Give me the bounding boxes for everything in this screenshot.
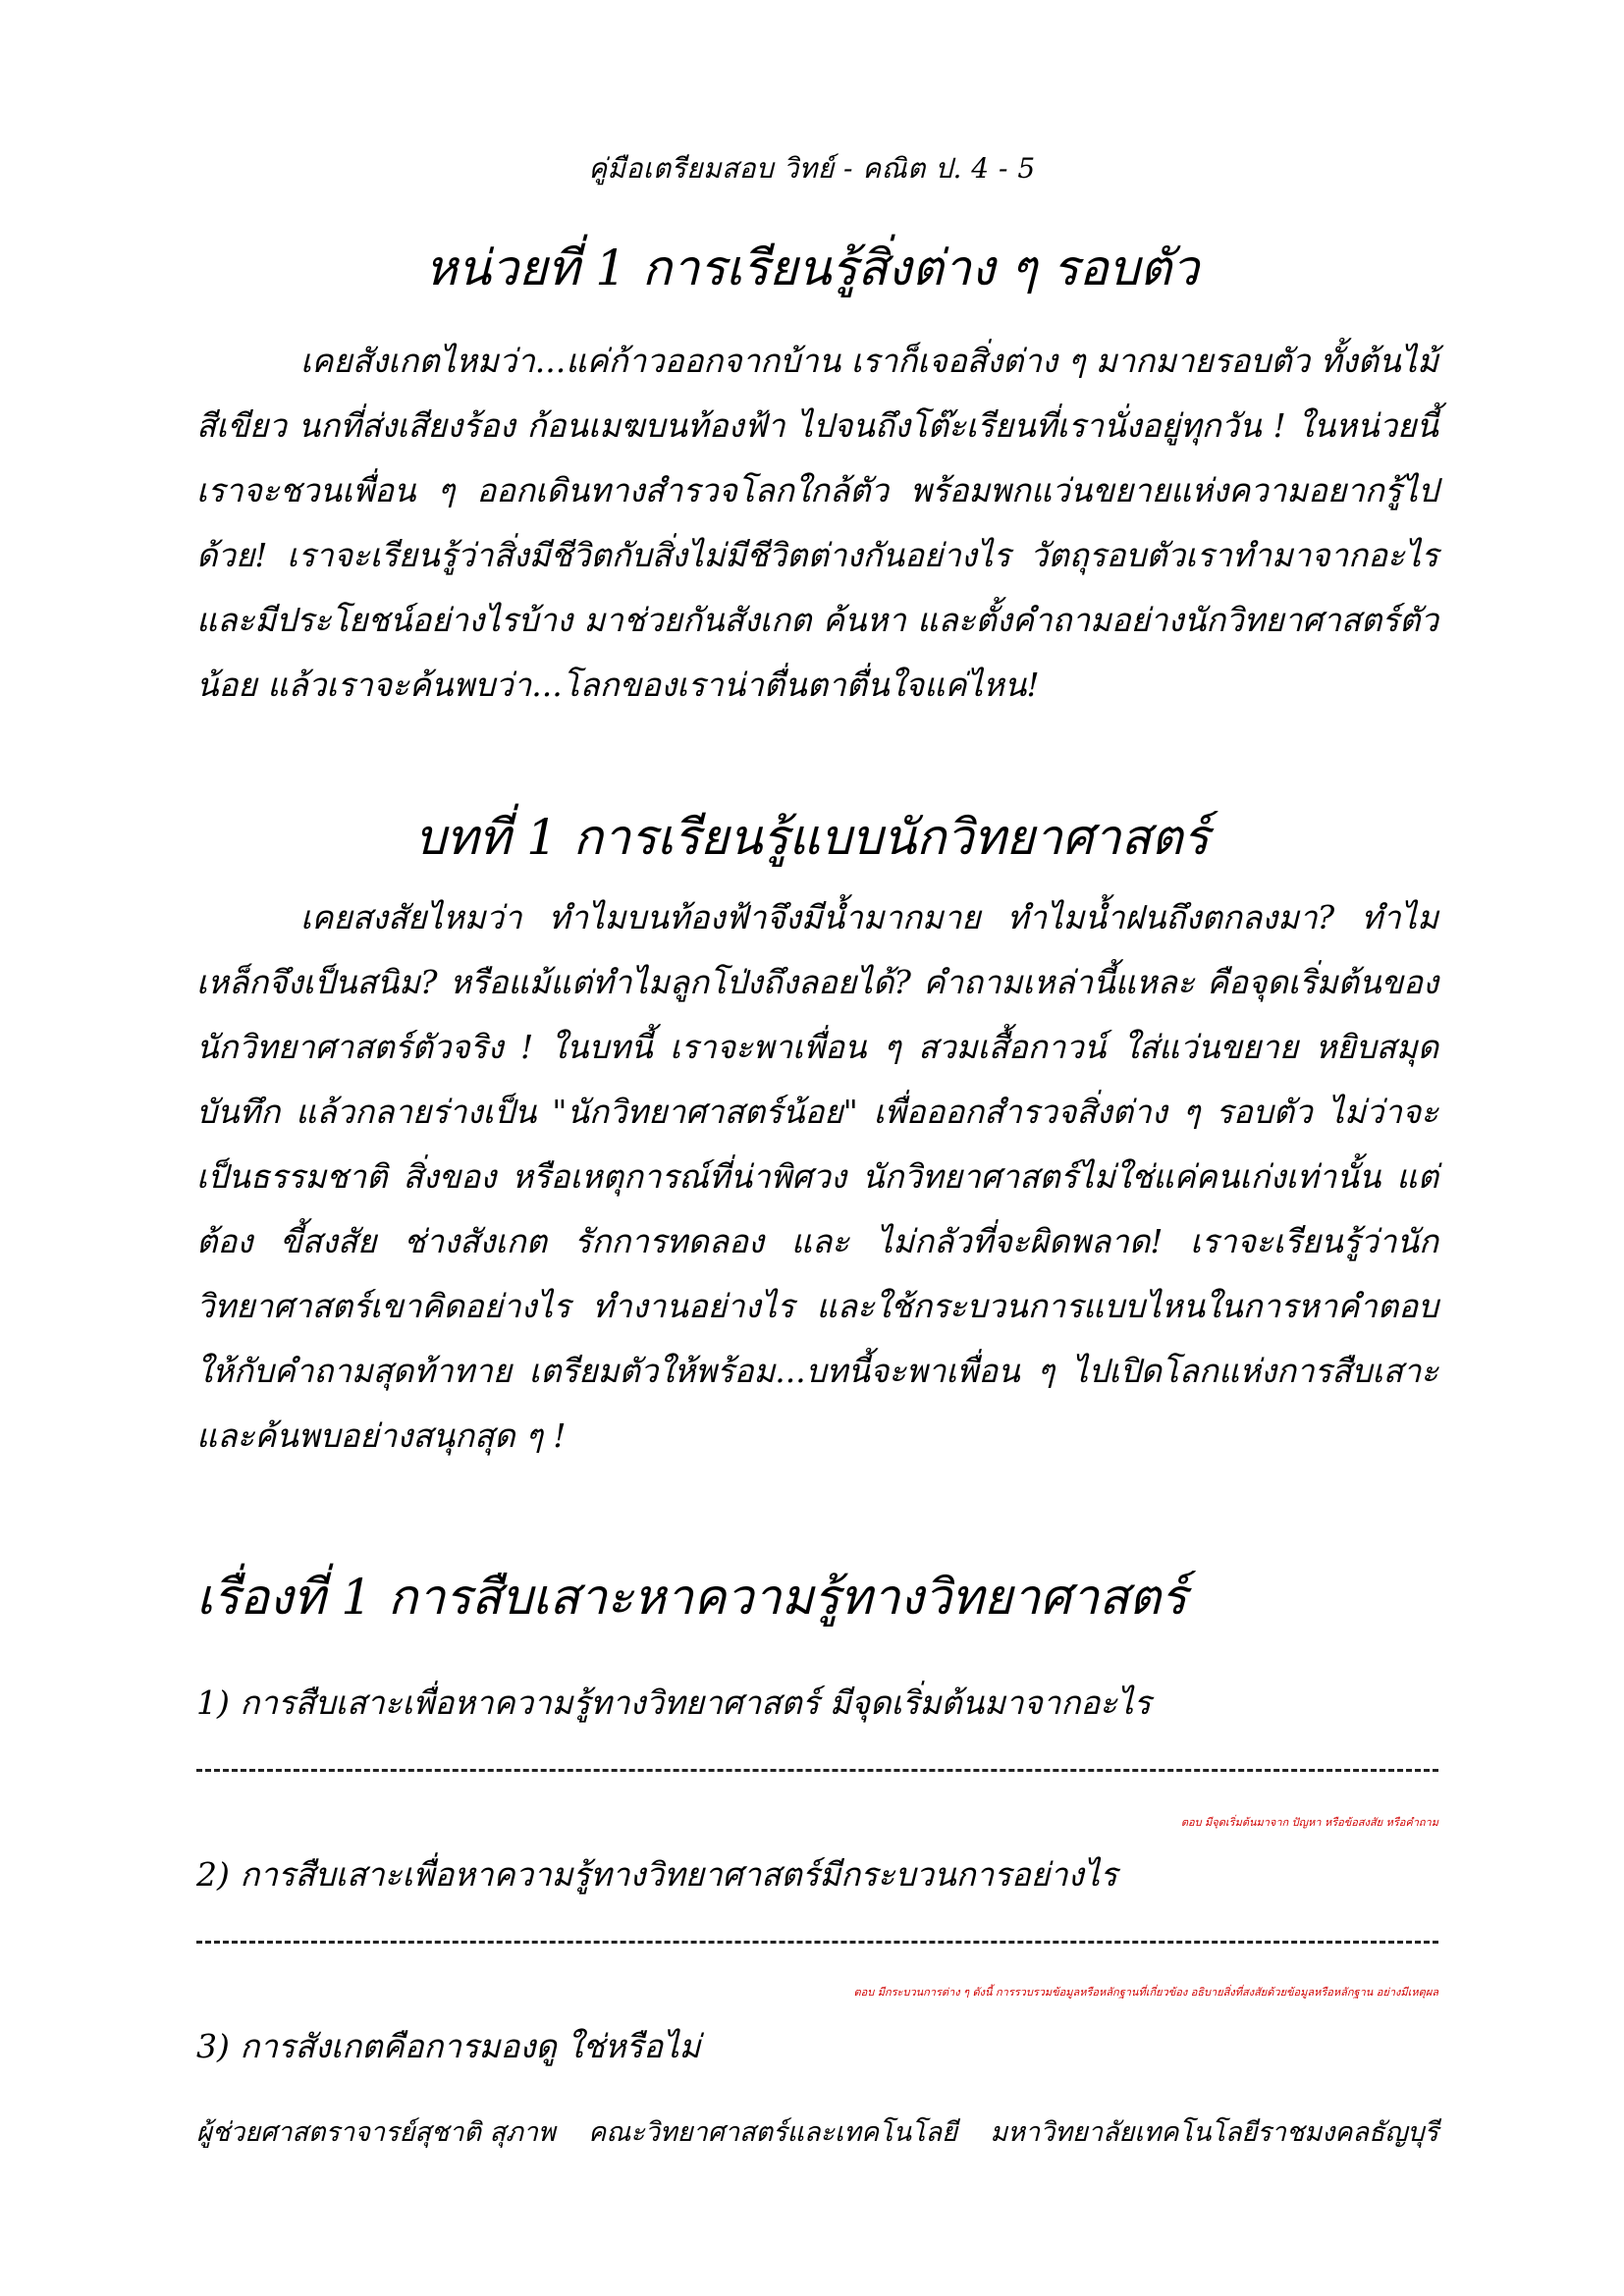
page-header: คู่มือเตรียมสอบ วิทย์ - คณิต ป. 4 - 5 [588,152,1036,185]
topic-title: เรื่องที่ 1 การสืบเสาะหาความรู้ทางวิทยาศาสตร์ [196,1569,1187,1626]
answer-line-1 [196,1769,1438,1772]
question-2: 2) การสืบเสาะเพื่อหาความรู้ทางวิทยาศาสตร์มีกระบวนการอย่างไร [196,1855,1118,1894]
answer-2: ตอบ มีกระบวนการต่าง ๆ ดังนี้ การรวบรวมข้อมูลหรือหลักฐานที่เกี่ยวข้อง อธิบายสิ่งที่สงสัยด้วยข้อมูลหรือหลักฐาน อย่างมีเหตุผล [853,1986,1438,1999]
answer-1: ตอบ มีจุดเริ่มต้นมาจาก ปัญหา หรือข้อสงสัย หรือคำถาม [1180,1816,1438,1829]
page-footer [196,2110,1438,2153]
answer-line-2 [196,1941,1438,1944]
chapter-title: บทที่ 1 การเรียนรู้แบบนักวิทยาศาสตร์ [414,809,1210,866]
footer-faculty: คณะวิทยาศาสตร์และเทคโนโลยี [588,2117,957,2148]
footer-author: ผู้ช่วยศาสตราจารย์สุชาติ สุภาพ [196,2117,556,2148]
unit-intro-paragraph: เคยสังเกตไหมว่า...แค่ก้าวออกจากบ้าน เราก็เจอสิ่งต่าง ๆ มากมายรอบตัว ทั้งต้นไม้สีเขียว นกที่ส่งเสียงร้อง ก้อนเมฆบนท้องฟ้า ไปจนถึงโต๊ะเรียนที่เรานั่งอยู่ทุกวัน ! ในหน่วยนี้ เราจะชวนเพื่อน ๆ ออกเดินทางสำรวจโลกใกล้ตัว พร้อมพกแว่นขยายแห่งความอยากรู้ไปด้วย! เราจะเรียนรู้ว่าสิ่งมีชีวิตกับสิ่งไม่มีชีวิตต่างกันอย่างไร วัตถุรอบตัวเราทำมาจากอะไร และมีประโยชน์อย่างไรบ้าง มาช่วยกันสังเกต ค้นหา และตั้งคำถามอย่างนักวิทยาศาสตร์ตัวน้อย แล้วเราจะค้นพบว่า...โลกของเราน่าตื่นตาตื่นใจแค่ไหน! [196,342,1438,704]
footer-university: มหาวิทยาลัยเทคโนโลยีราชมงคลธัญบุรี [990,2117,1438,2148]
chapter-intro-paragraph: เคยสงสัยไหมว่า ทำไมบนท้องฟ้าจึงมีน้ำมากมาย ทำไมน้ำฝนถึงตกลงมา? ทำไมเหล็กจึงเป็นสนิม? หรือแม้แต่ทำไมลูกโป่งถึงลอยได้? คำถามเหล่านี้แหละ คือจุดเริ่มต้นของนักวิทยาศาสตร์ตัวจริง ! ในบทนี้ เราจะพาเพื่อน ๆ สวมเสื้อกาวน์ ใส่แว่นขยาย หยิบสมุดบันทึก แล้วกลายร่างเป็น "นักวิทยาศาสตร์น้อย" เพื่อออกสำรวจสิ่งต่าง ๆ รอบตัว ไม่ว่าจะเป็นธรรมชาติ สิ่งของ หรือเหตุการณ์ที่น่าพิศวง นักวิทยาศาสตร์ไม่ใช่แค่คนเก่งเท่านั้น แต่ต้อง ขี้สงสัย ช่างสังเกต รักการทดลอง และ ไม่กลัวที่จะผิดพลาด! เราจะเรียนรู้ว่านักวิทยาศาสตร์เขาคิดอย่างไร ทำงานอย่างไร และใช้กระบวนการแบบไหนในการหาคำตอบให้กับคำถามสุดท้าทาย เตรียมตัวให้พร้อม...บทนี้จะพาเพื่อน ๆ ไปเปิดโลกแห่งการสืบเสาะและค้นพบอย่างสนุกสุด ๆ ! [196,898,1438,1455]
question-3: 3) การสังเกตคือการมองดู ใช่หรือไม่ [196,2027,701,2065]
unit-title: หน่วยที่ 1 การเรียนรู้สิ่งต่าง ๆ รอบตัว [424,240,1200,296]
question-1: 1) การสืบเสาะเพื่อหาความรู้ทางวิทยาศาสตร์ มีจุดเริ่มต้นมาจากอะไร [196,1683,1152,1722]
